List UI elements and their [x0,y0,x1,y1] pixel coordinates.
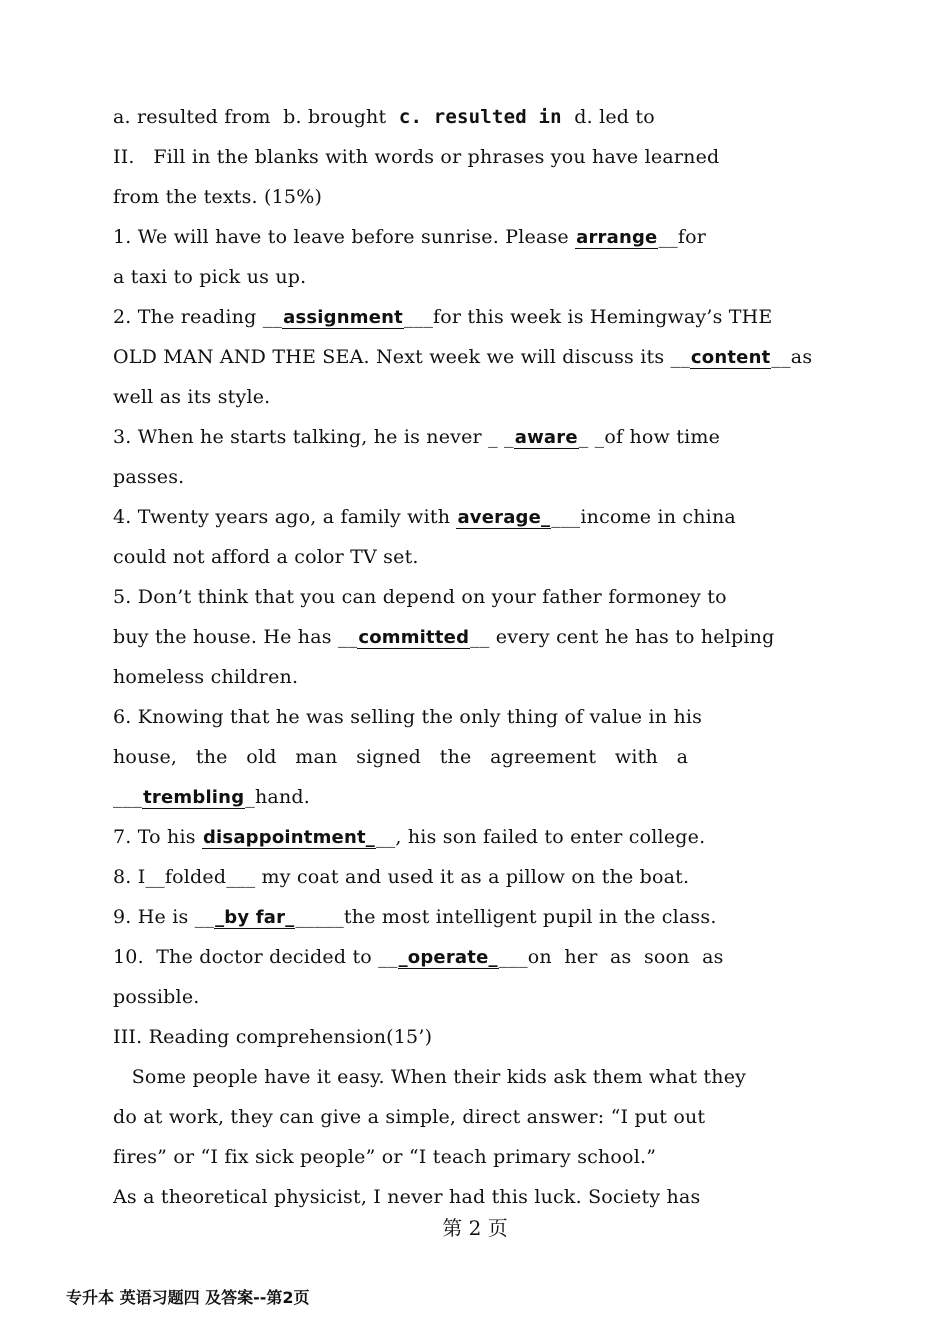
text-line: homeless children. [113,666,299,688]
selected-answer: c. resulted in [398,106,562,128]
question-1: 1. We will have to leave before sunrise. Please arrange__for [113,226,707,248]
text-line: passes. [113,466,185,488]
section-heading: III. Reading comprehension(15’) [113,1026,433,1048]
question-3: 3. When he starts talking, he is never _ _aware_ _of how time [113,426,721,448]
text-line: possible. [113,986,200,1008]
answer-arrange: arrange [576,227,658,248]
passage-line: fires” or “I fix sick people” or “I teach primary school.” [113,1146,657,1168]
question-6: 6. Knowing that he was selling the only thing of value in his [113,706,703,728]
passage-line: do at work, they can give a simple, direct answer: “I put out [113,1106,706,1128]
answer-trembling: trembling [143,787,245,808]
footer-caption: 专升本 英语习题四 及答案--第2页 [66,1288,310,1307]
text-line: house, the old man signed the agreement with a [113,746,689,768]
answer-operate: _operate_ [398,947,498,968]
answer-by-far: _by far_ [215,907,295,928]
answer-assignment: assignment [283,307,403,328]
question-9: 9. He is ___by far______the most intelligent pupil in the class. [113,906,717,928]
section-heading: II. Fill in the blanks with words or phrases you have learned [113,146,720,168]
answer-disappointment: disappointment_ [202,827,375,848]
text-line: well as its style. [113,386,271,408]
text-line: from the texts. (15%) [113,186,323,208]
question-10: 10. The doctor decided to ___operate____on her as soon as [113,946,724,968]
passage-line: Some people have it easy. When their kids ask them what they [113,1066,747,1088]
question-5: 5. Don’t think that you can depend on your father formoney to [113,586,727,608]
question-7: 7. To his disappointment___, his son failed to enter college. [113,826,706,848]
option-line: a. resulted from b. brought c. resulted in d. led to [113,106,655,128]
page-number: 第 2 页 [442,1216,508,1240]
answer-aware: aware [514,427,578,448]
answer-average: average_ [457,507,551,528]
question-2: 2. The reading __assignment___for this week is Hemingway’s THE [113,306,773,328]
answer-committed: committed [358,627,470,648]
answer-content: content [690,347,771,368]
text-line: buy the house. He has __committed__ every cent he has to helping [113,626,775,648]
text-line: OLD MAN AND THE SEA. Next week we will discuss its __content__as [113,346,813,368]
text-line: could not afford a color TV set. [113,546,419,568]
question-4: 4. Twenty years ago, a family with average____income in china [113,506,736,528]
text-line: ___trembling_hand. [113,786,310,808]
question-8: 8. I__folded___ my coat and used it as a pillow on the boat. [113,866,690,888]
passage-line: As a theoretical physicist, I never had this luck. Society has [113,1186,701,1208]
text-line: a taxi to pick us up. [113,266,307,288]
